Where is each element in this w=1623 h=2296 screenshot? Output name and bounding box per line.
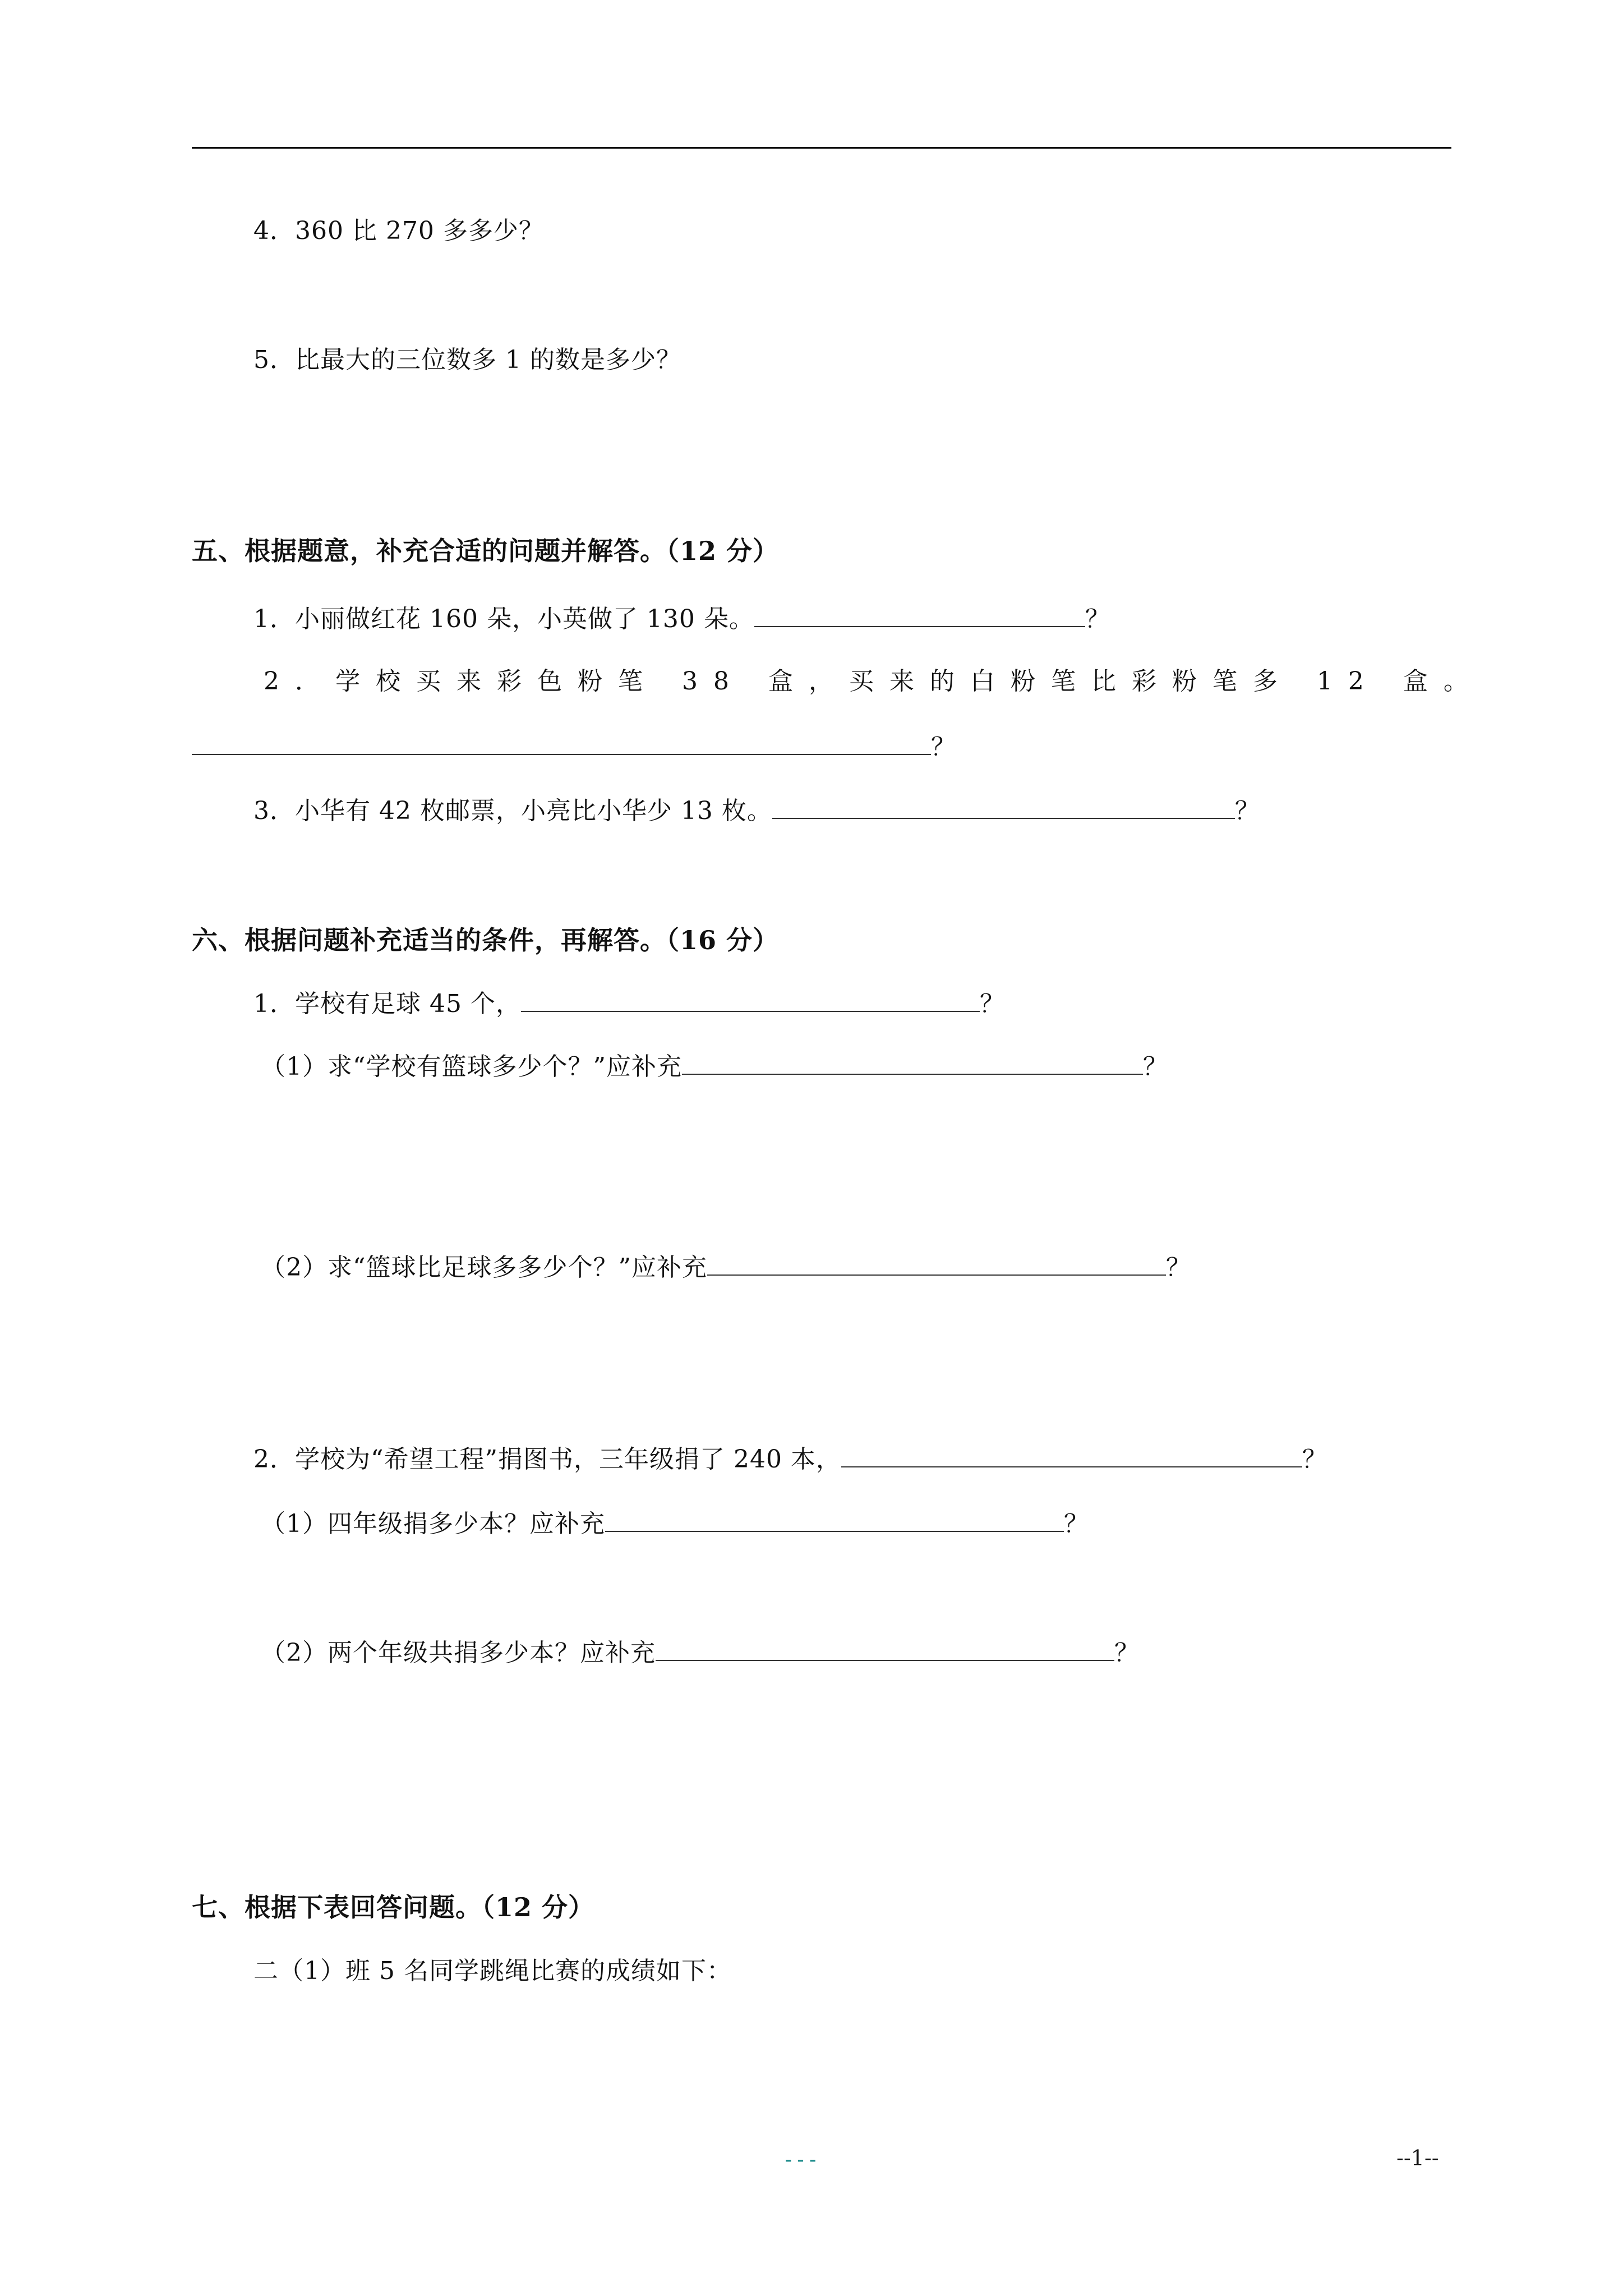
heading-text: 六、根据问题补充适当的条件，再解答。（16 分） — [192, 925, 780, 955]
question-4-5 — [253, 343, 681, 377]
question-mark: ？ — [1234, 797, 1260, 825]
question-5-2-blank-line — [192, 729, 956, 764]
question-5-2 — [264, 665, 1484, 698]
question-mark: ？ — [1302, 1445, 1327, 1474]
answer-blank[interactable] — [605, 1506, 1064, 1532]
heading-text: 七、根据下表回答问题。（12 分） — [192, 1892, 595, 1922]
question-text: （2）两个年级共捐多少本？应补充 — [261, 1639, 656, 1667]
answer-blank[interactable] — [192, 729, 931, 755]
question-mark: ？ — [931, 733, 956, 761]
question-6-1 — [253, 986, 1005, 1021]
question-text: 3．小华有 42 枚邮票，小亮比小华少 13 枚。 — [253, 797, 772, 825]
question-text: 1．学校有足球 45 个， — [253, 990, 521, 1018]
question-5-1 — [253, 601, 1110, 636]
answer-blank[interactable] — [521, 986, 980, 1012]
question-6-2-sub1 — [261, 1506, 1089, 1541]
intro-text: 二（1）班 5 名同学跳绳比赛的成绩如下： — [253, 1957, 732, 1985]
heading-text: 五、根据题意，补充合适的问题并解答。（12 分） — [192, 536, 780, 566]
question-text: 4．360 比 270 多多少？ — [253, 217, 544, 245]
header-rule — [192, 147, 1451, 149]
question-6-1-sub1 — [261, 1049, 1168, 1084]
answer-blank[interactable] — [754, 601, 1085, 627]
answer-blank[interactable] — [841, 1442, 1302, 1467]
question-mark: ？ — [1142, 1052, 1168, 1081]
answer-blank[interactable] — [682, 1049, 1143, 1075]
question-text: （2）求“篮球比足球多多少个？”应补充 — [261, 1253, 707, 1282]
answer-blank[interactable] — [707, 1250, 1166, 1276]
question-text: 2．学校买来彩色粉笔 38 盒，买来的白粉笔比彩粉笔多 12 盒。 — [264, 667, 1484, 696]
question-mark: ？ — [1114, 1639, 1140, 1667]
question-mark: ？ — [1165, 1253, 1191, 1282]
footer-center-mark: --- — [782, 2148, 819, 2171]
question-6-2 — [253, 1442, 1327, 1476]
section-7-heading — [192, 1890, 594, 1924]
question-mark: ？ — [1085, 605, 1110, 633]
question-mark: ？ — [1064, 1510, 1089, 1538]
answer-blank[interactable] — [772, 793, 1235, 819]
section-7-intro — [253, 1954, 732, 1988]
section-6-heading — [192, 923, 779, 957]
question-5-3 — [253, 793, 1260, 828]
question-mark: ？ — [979, 990, 1005, 1018]
answer-blank[interactable] — [656, 1635, 1114, 1661]
question-6-2-sub2 — [261, 1635, 1140, 1670]
section-5-heading — [192, 534, 779, 568]
question-4-4 — [253, 214, 544, 248]
question-text: 1．小丽做红花 160 朵，小英做了 130 朵。 — [253, 605, 754, 633]
question-text: （1）求“学校有篮球多少个？”应补充 — [261, 1052, 682, 1081]
page-number: --1-- — [1396, 2146, 1439, 2170]
question-6-1-sub2 — [261, 1250, 1191, 1285]
question-text: 2．学校为“希望工程”捐图书，三年级捐了 240 本， — [253, 1445, 841, 1474]
question-text: （1）四年级捐多少本？应补充 — [261, 1510, 605, 1538]
question-text: 5．比最大的三位数多 1 的数是多少？ — [253, 346, 681, 374]
